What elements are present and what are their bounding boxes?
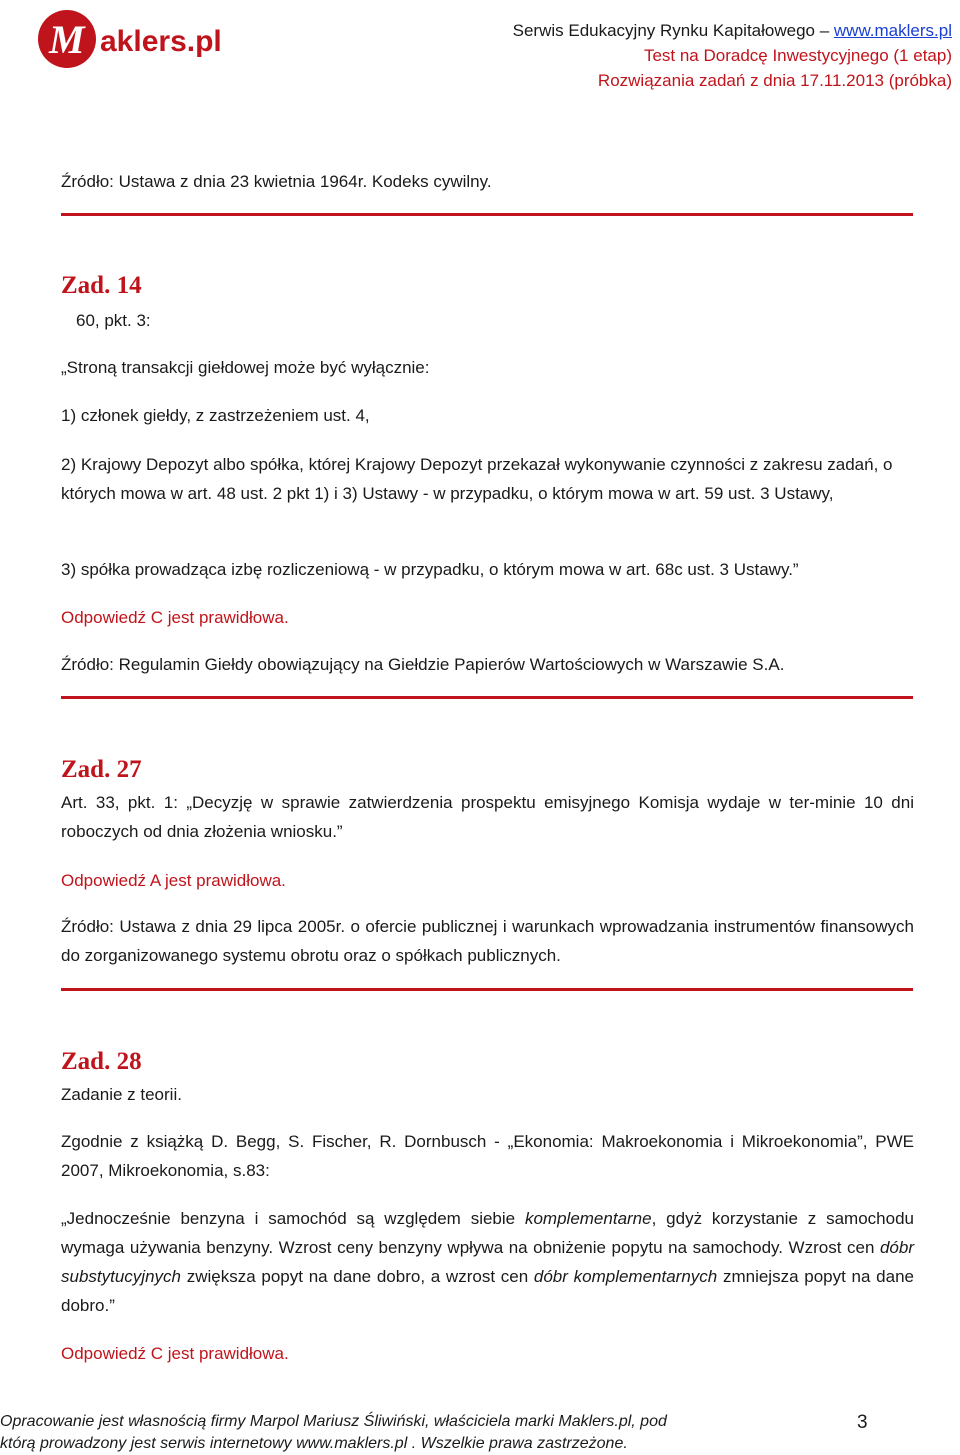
zad-14-answer: Odpowiedź C jest prawidłowa. <box>61 608 289 627</box>
footer-line-2: którą prowadzony jest serwis internetowy www.maklers.pl . Wszelkie prawa zastrzeżone. <box>0 1435 628 1452</box>
maklers-logo-graphic <box>34 6 244 72</box>
zad-28-quote-part-1: „Jednocześnie benzyna i samochód są względem siebie <box>61 1209 525 1228</box>
separator-3 <box>61 988 913 991</box>
logo-letter: M <box>49 17 85 62</box>
logo-text: aklers.pl <box>100 25 222 58</box>
zad-14-item-3: 3) spółka prowadząca izbę rozliczeniową - w przypadku, o którym mowa w art. 68c ust. 3 Ustawy.” <box>61 560 799 579</box>
separator-1 <box>61 213 913 216</box>
prev-source: Źródło: Ustawa z dnia 23 kwietnia 1964r. Kodeks cywilny. <box>61 172 492 191</box>
zad-27-title: Zad. 27 <box>61 756 142 783</box>
zad-28-quote-em-1: komplementarne <box>524 1209 652 1228</box>
separator-2 <box>61 696 913 699</box>
page-number: 3 <box>857 1412 868 1433</box>
zad-14-item-1: 1) członek giełdy, z zastrzeżeniem ust. 4, <box>61 406 370 425</box>
zad-14-quote-open: „Stroną transakcji giełdowej może być wyłącznie: <box>61 358 430 377</box>
zad-28-title: Zad. 28 <box>61 1048 142 1075</box>
zad-27-answer: Odpowiedź A jest prawidłowa. <box>61 871 286 890</box>
zad-28-answer: Odpowiedź C jest prawidłowa. <box>61 1344 289 1363</box>
header-line-3 <box>598 66 952 95</box>
zad-27-text: Art. 33, pkt. 1: „Decyzję w sprawie zatwierdzenia prospektu emisyjnego Komisja wydaje w ter-minie 10 dni roboczych od dnia złożenia wniosku.” <box>61 793 914 841</box>
maklers-logo <box>34 6 244 72</box>
zad-14-source: Źródło: Regulamin Giełdy obowiązujący na Giełdzie Papierów Wartościowych w Warszawie S.A. <box>61 655 785 674</box>
zad-14-title: Zad. 14 <box>61 272 142 299</box>
zad-28-intro: Zadanie z teorii. <box>61 1085 182 1104</box>
header-test-name: Test na Doradcę Inwestycyjnego (1 etap) <box>643 46 952 65</box>
zad-28-quote-em-2: dóbr substytucyjnych <box>61 1238 914 1286</box>
zad-28-quote-em-3: dóbr komplementarnych <box>533 1267 718 1286</box>
zad-28-quote-part-2: , gdyż korzystanie z samochodu wymaga używania benzyny. Wzrost ceny benzyny wpływa na obniżenie popytu na samochody. Wzrost cen <box>61 1209 914 1257</box>
zad-28-ref: Zgodnie z książką D. Begg, S. Fischer, R. Dornbusch - „Ekonomia: Makroekonomia i Mikroekonomia”, PWE 2007, Mikroekonomia, s.83: <box>61 1132 914 1180</box>
header-date: Rozwiązania zadań z dnia 17.11.2013 (próbka) <box>597 71 952 90</box>
zad-14-ref: 60, pkt. 3: <box>76 311 151 330</box>
footer-line-1: Opracowanie jest własnością firmy Marpol Mariusz Śliwiński, właściciela marki Maklers.pl, pod <box>0 1413 667 1430</box>
zad-27-source: Źródło: Ustawa z dnia 29 lipca 2005r. o ofercie publicznej i warunkach wprowadzania instrumentów finansowych do zorganizowanego systemu obrotu oraz o spółkach publicznych. <box>61 917 914 965</box>
zad-28-quote <box>61 1204 914 1320</box>
zad-14-item-2: 2) Krajowy Depozyt albo spółka, której Krajowy Depozyt przekazał wykonywanie czynności z zakresu zadań, o których mowa w art. 48 ust. 2 pkt 1) i 3) Ustawy - w przypadku, o którym mowa w art. 59 ust. 3 Ustawy, <box>61 455 893 503</box>
zad-28-quote-part-4: zmniejsza popyt na dane dobro.” <box>61 1267 914 1315</box>
zad-28-quote-part-3: zwiększa popyt na dane dobro, a wzrost cen <box>181 1267 534 1286</box>
header-site-link[interactable]: www.maklers.pl <box>833 21 952 40</box>
header-site-name: Serwis Edukacyjny Rynku Kapitałowego – <box>512 21 834 40</box>
